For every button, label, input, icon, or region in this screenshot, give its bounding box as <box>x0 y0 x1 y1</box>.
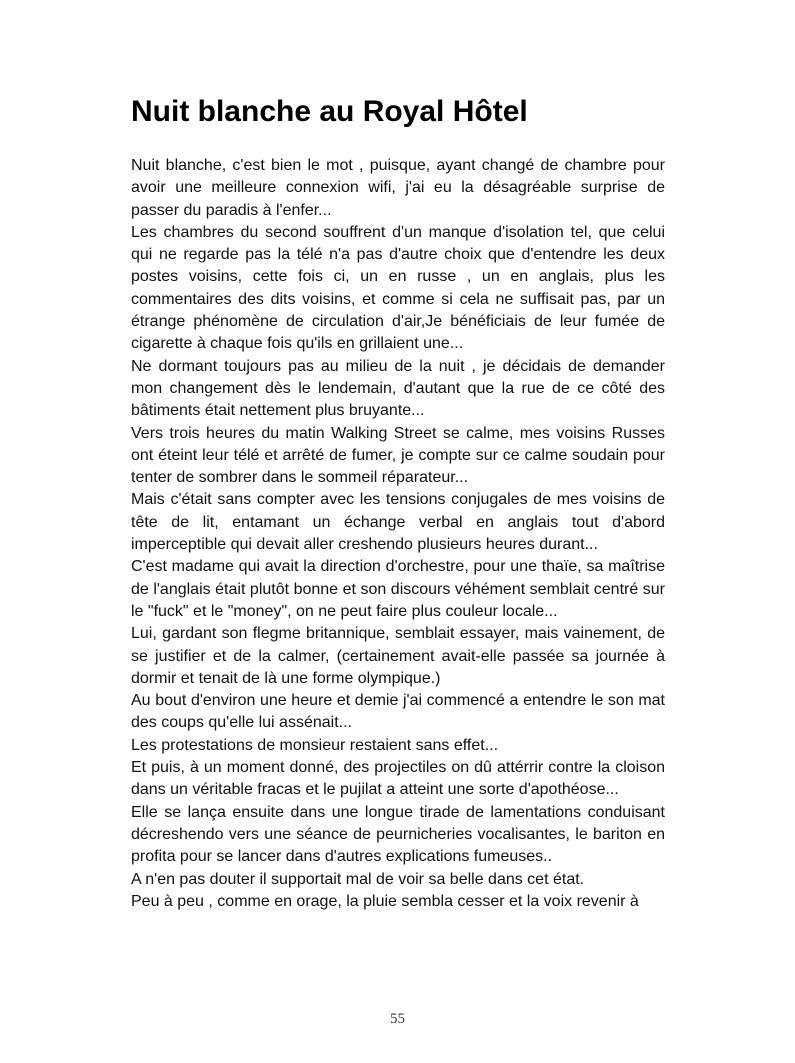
paragraph: Nuit blanche, c'est bien le mot , puisque, ayant changé de chambre pour avoir une meilleure connexion wifi, j'ai eu la désagréable surprise de passer du paradis à l'enfer... <box>131 157 665 219</box>
paragraph: A n'en pas douter il supportait mal de voir sa belle dans cet état. <box>131 870 585 888</box>
page-number: 55 <box>390 1011 405 1027</box>
paragraph: C'est madame qui avait la direction d'orchestre, pour une thaïe, sa maîtrise de l'anglais était plutôt bonne et son discours véhément semblait centré sur le "fuck" et le "money", on ne peut faire plus couleur locale... <box>131 558 665 620</box>
paragraph: Les chambres du second souffrent d'un manque d'isolation tel, que celui qui ne regarde pas la télé n'a pas d'autre choix que d'entendre les deux postes voisins, cette fois ci, un en russe , un en anglais, plus les commentaires des dits voisins, et comme si cela ne suffisait pas, par un étrange phénomène de circulation d'air,Je bénéficiais de leur fumée de cigarette à chaque fois qu'ils en grillaient une... <box>131 223 665 353</box>
paragraph: Ne dormant toujours pas au milieu de la nuit , je décidais de demander mon changement dès le lendemain, d'autant que la rue de ce côté des bâtiments était nettement plus bruyante... <box>131 357 665 420</box>
paragraph: Elle se lança ensuite dans une longue tirade de lamentations conduisant décreshendo vers une séance de peurnicheries vocalisantes, le bariton en profita pour se lancer dans d'autres explications fumeuses.. <box>131 803 665 866</box>
paragraph: Lui, gardant son flegme britannique, semblait essayer, mais vainement, de se justifier et de la calmer, (certainement avait-elle passée sa journée à dormir et tenait de là une forme olympique.) <box>131 625 665 687</box>
paragraph: Au bout d'environ une heure et demie j'ai commencé a entendre le son mat des coups qu'elle lui assénait... <box>131 692 665 732</box>
paragraph: Peu à peu , comme en orage, la pluie sembla cesser et la voix revenir à <box>131 892 639 910</box>
paragraph: Mais c'était sans compter avec les tensions conjugales de mes voisins de tête de lit, entamant un échange verbal en anglais tout d'abord imperceptible qui devait aller creshendo plusieurs heures durant... <box>131 491 665 554</box>
paragraph: Et puis, à un moment donné, des projectiles on dû attérrir contre la cloison dans un véritable fracas et le pujilat a atteint une sorte d'apothéose... <box>131 759 665 799</box>
document-body <box>131 155 665 913</box>
page-title: Nuit blanche au Royal Hôtel <box>131 95 528 128</box>
paragraph: Vers trois heures du matin Walking Street se calme, mes voisins Russes ont éteint leur télé et arrêté de fumer, je compte sur ce calme soudain pour tenter de sombrer dans le sommeil réparateur... <box>131 424 665 487</box>
paragraph: Les protestations de monsieur restaient sans effet... <box>131 736 499 754</box>
